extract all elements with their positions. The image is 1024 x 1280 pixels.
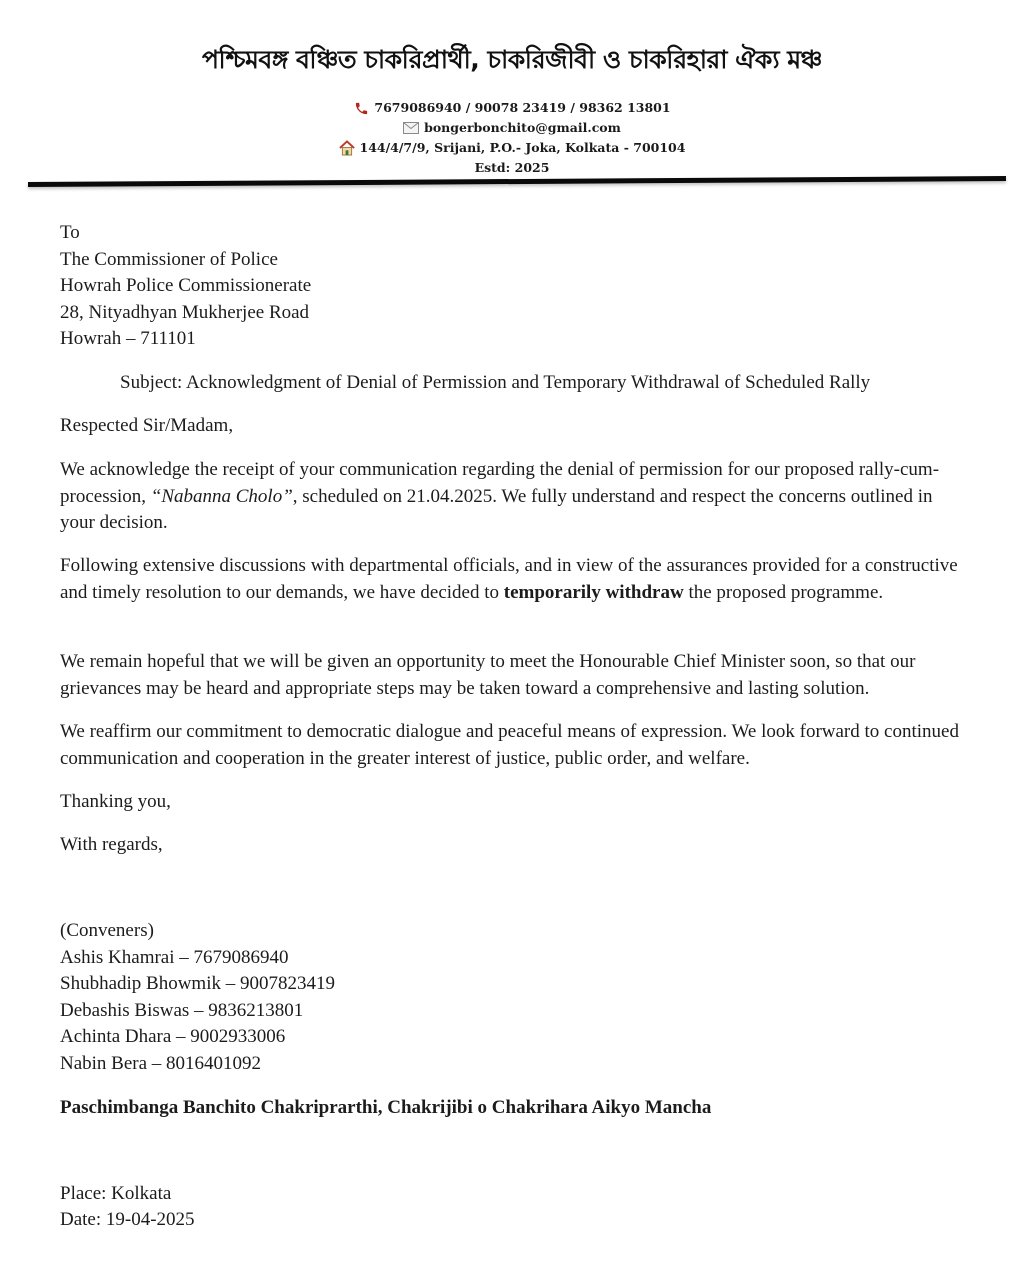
body-paragraph-1 bbox=[60, 457, 960, 537]
p2-emphasis: temporarily withdraw bbox=[503, 581, 684, 603]
rally-name: “Nabanna Cholo” bbox=[150, 485, 293, 507]
p1-text-after: , scheduled on 21.04.2025. We fully understand and respect the concerns outlined in your decision. bbox=[60, 485, 933, 533]
closing-regards: With regards, bbox=[60, 834, 163, 855]
phone-icon bbox=[353, 100, 369, 116]
p2-text-after: the proposed programme. bbox=[683, 581, 884, 603]
body-paragraph-3 bbox=[60, 649, 960, 702]
recipient-street: 28, Nityadhyan Mukherjee Road bbox=[60, 302, 310, 323]
p1-text-before: We acknowledge the receipt of your communication regarding the denial of permission for our proposed rally-cum-procession, bbox=[60, 459, 940, 507]
address: 144/4/7/9, Srijani, P.O.- Joka, Kolkata - 700104 bbox=[359, 140, 686, 155]
home-icon bbox=[339, 140, 355, 156]
convener-item: Shubhadip Bhowmik – 9007823419 bbox=[60, 973, 335, 994]
body-paragraph-2 bbox=[60, 553, 960, 606]
recipient-to: To bbox=[60, 222, 80, 243]
letterhead-title: পশ্চিমবঙ্গ বঞ্চিত চাকরিপ্রার্থী, চাকরিজীবী ও চাকরিহারা ঐক্য মঞ্চ bbox=[201, 45, 822, 74]
recipient-title: The Commissioner of Police bbox=[60, 249, 278, 270]
p4-text: We reaffirm our commitment to democratic dialogue and peaceful means of expression. We look forward to continued communication and cooperation in the greater interest of justice, public order, and welfare. bbox=[60, 721, 959, 769]
phone-numbers: 7679086940 / 90078 23419 / 98362 13801 bbox=[374, 100, 671, 115]
place: Place: Kolkata bbox=[60, 1183, 172, 1204]
phone-line bbox=[0, 98, 1024, 118]
p3-text: We remain hopeful that we will be given an opportunity to meet the Honourable Chief Minister soon, so that our grievances may be heard and appropriate steps may be taken toward a comprehensive and lasting solution. bbox=[60, 651, 916, 699]
greeting: Respected Sir/Madam, bbox=[60, 415, 234, 436]
address-line bbox=[0, 138, 1024, 158]
email-line bbox=[0, 118, 1024, 138]
date: Date: 19-04-2025 bbox=[60, 1209, 195, 1230]
established-line bbox=[0, 158, 1024, 178]
envelope-icon bbox=[403, 120, 419, 136]
convener-item: Ashis Khamrai – 7679086940 bbox=[60, 947, 289, 968]
convener-item: Debashis Biswas – 9836213801 bbox=[60, 1000, 304, 1021]
convener-item: Nabin Bera – 8016401092 bbox=[60, 1053, 262, 1074]
email-address[interactable]: bongerbonchito@gmail.com bbox=[424, 120, 621, 135]
organization-signature: Paschimbanga Banchito Chakriprarthi, Chakrijibi o Chakrihara Aikyo Mancha bbox=[60, 1097, 712, 1118]
conveners-heading: (Conveners) bbox=[60, 920, 154, 941]
subject-line: Subject: Acknowledgment of Denial of Permission and Temporary Withdrawal of Scheduled Rally bbox=[120, 372, 871, 393]
established-year: Estd: 2025 bbox=[474, 160, 550, 175]
recipient-office: Howrah Police Commissionerate bbox=[60, 275, 312, 296]
contact-block bbox=[0, 98, 1024, 178]
convener-item: Achinta Dhara – 9002933006 bbox=[60, 1026, 286, 1047]
p2-text-before: Following extensive discussions with departmental officials, and in view of the assurances provided for a constructive and timely resolution to our demands, we have decided to bbox=[60, 555, 958, 603]
recipient-city: Howrah – 711101 bbox=[60, 328, 196, 349]
body-paragraph-4 bbox=[60, 719, 960, 772]
closing-thanks: Thanking you, bbox=[60, 791, 171, 812]
